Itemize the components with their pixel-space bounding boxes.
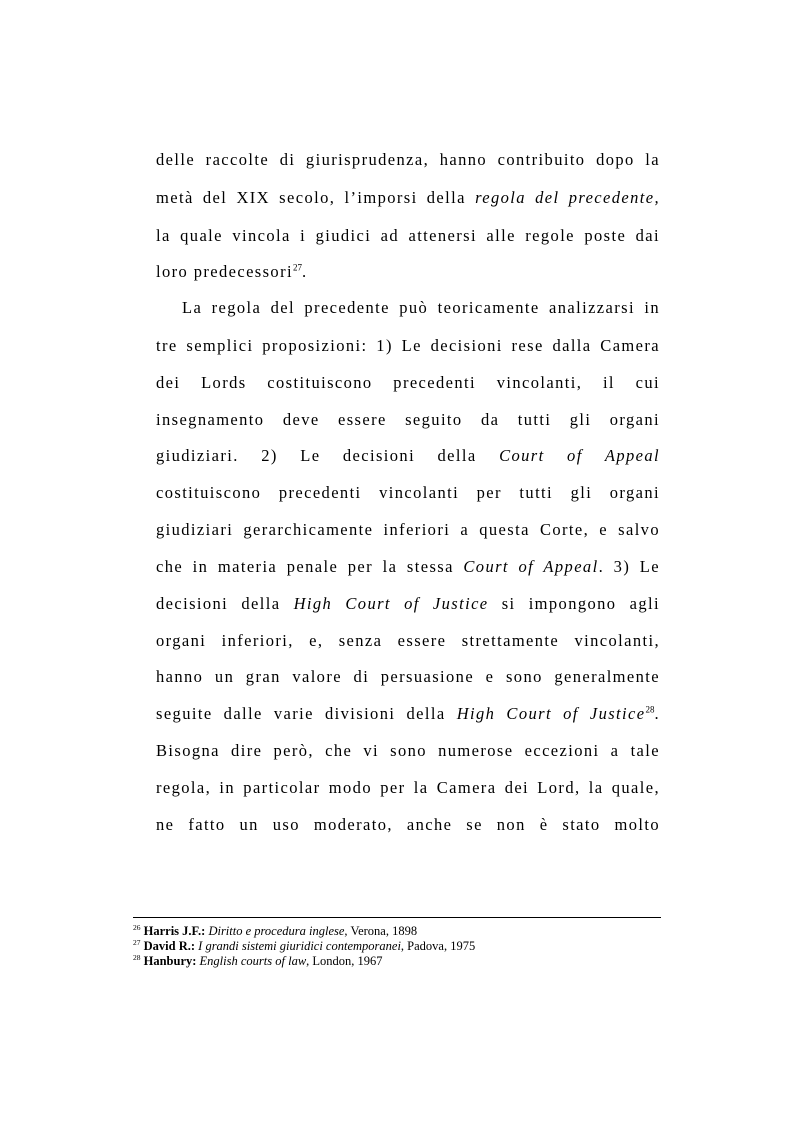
italic-term: regola del precedente, — [475, 188, 660, 207]
body-line-17: Bisogna dire però, che vi sono numerose eccezioni a tale — [156, 741, 660, 760]
body-line-2: metà del XIX secolo, l’imporsi della regola del precedente, — [156, 188, 660, 207]
footnote-separator — [133, 917, 661, 918]
footnote-ref: 28 — [645, 704, 655, 715]
body-line-4: loro predecessori$^{27}$. — [156, 262, 308, 281]
body-line-11: giudiziari gerarchicamente inferiori a questa Corte, e salvo — [156, 520, 660, 539]
body-line-15: hanno un gran valore di persuasione e sono generalmente — [156, 667, 660, 686]
body-line-7: dei Lords costituiscono precedenti vincolanti, il cui — [156, 373, 660, 392]
body-line-1: delle raccolte di giurisprudenza, hanno contribuito dopo la — [156, 150, 660, 169]
body-line-19: ne fatto un uso moderato, anche se non è stato molto — [156, 815, 660, 834]
footnote-27: $^{27}$ David R.: I grandi sistemi giuridici contemporanei, Padova, 1975 — [133, 937, 476, 953]
body-line-6: tre semplici proposizioni: 1) Le decisioni rese dalla Camera — [156, 336, 660, 355]
body-line-12: che in materia penale per la stessa Court of Appeal. 3) Le — [156, 557, 660, 576]
body-line-9: giudiziari. 2) Le decisioni della Court of Appeal — [156, 446, 660, 465]
body-line-16: seguite dalle varie divisioni della High Court of Justice$^{28}$. — [156, 704, 660, 723]
body-line-14: organi inferiori, e, senza essere strettamente vincolanti, — [156, 631, 660, 650]
body-line-3: la quale vincola i giudici ad attenersi alle regole poste dai — [156, 226, 660, 245]
body-line-13: decisioni della High Court of Justice si impongono agli — [156, 594, 660, 613]
footnote-26: $^{26}$ Harris J.F.: Diritto e procedura inglese, Verona, 1898 — [133, 922, 418, 938]
body-line-10: costituiscono precedenti vincolanti per tutti gli organi — [156, 483, 660, 502]
footnote-28: $^{28}$ Hanbury: English courts of law, London, 1967 — [133, 952, 383, 968]
body-line-5: La regola del precedente può teoricamente analizzarsi in — [182, 298, 660, 317]
footnote-ref: 27 — [292, 262, 302, 273]
body-line-8: insegnamento deve essere seguito da tutti gli organi — [156, 410, 660, 429]
body-line-18: regola, in particolar modo per la Camera dei Lord, la quale, — [156, 778, 660, 797]
